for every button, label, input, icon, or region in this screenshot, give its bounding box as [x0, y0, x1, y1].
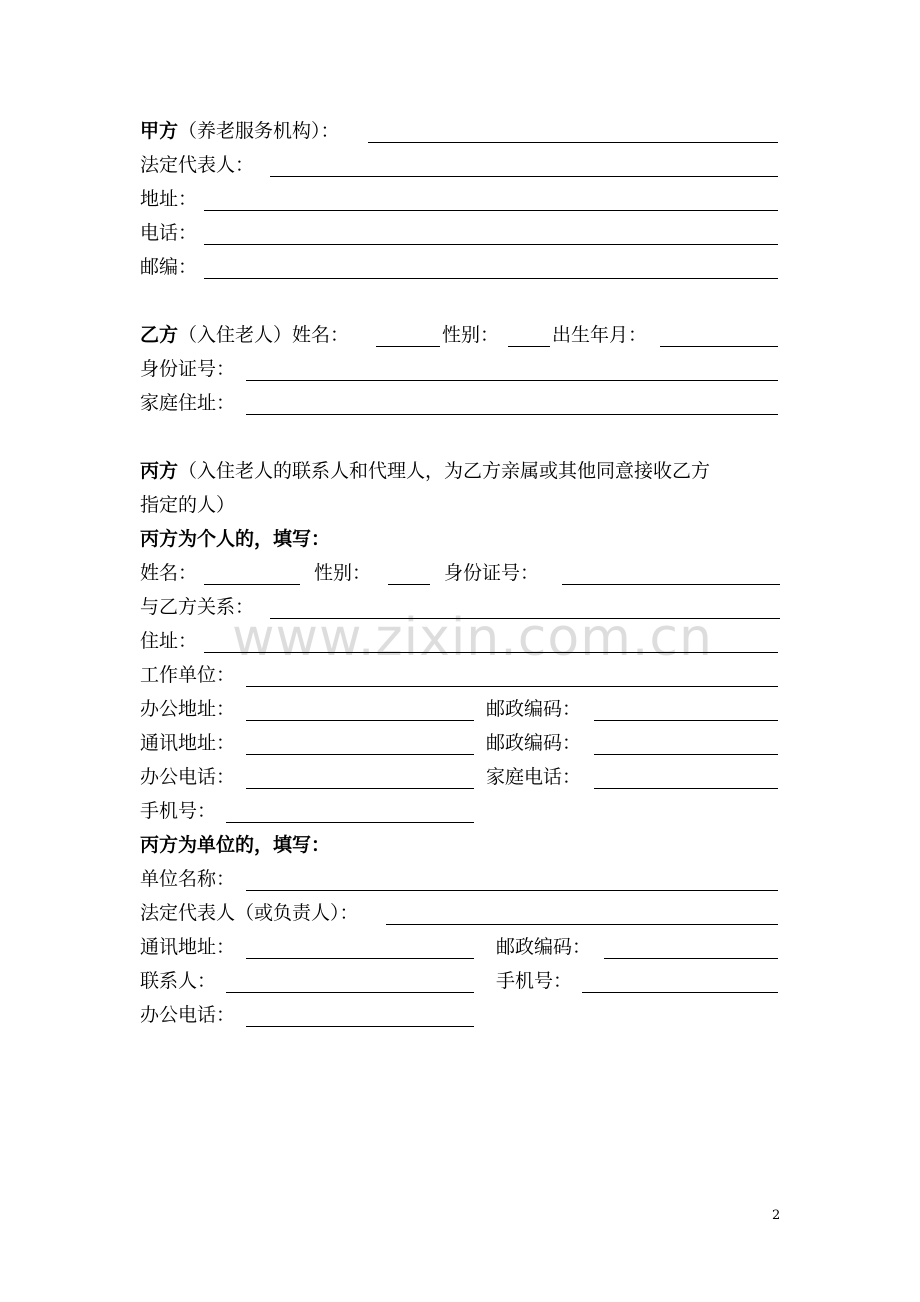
party-a-name-field[interactable] — [368, 142, 778, 143]
organization-name-label: 单位名称： — [140, 868, 236, 890]
party-b-id-field[interactable] — [246, 380, 778, 381]
party-b-title-row — [140, 322, 780, 348]
organization-contact-row — [140, 968, 780, 994]
party-a-postcode-row — [140, 254, 780, 280]
individual-id-field[interactable] — [562, 584, 780, 585]
organization-name-field[interactable] — [246, 890, 778, 891]
individual-mail-address-label: 通讯地址： — [140, 732, 236, 754]
party-a-address-row — [140, 186, 780, 212]
individual-office-address-field[interactable] — [246, 720, 474, 721]
party-a-phone-field[interactable] — [204, 244, 778, 245]
individual-office-postcode-label: 邮政编码： — [486, 698, 582, 720]
organization-mail-address-field[interactable] — [246, 958, 474, 959]
organization-postcode-field[interactable] — [604, 958, 778, 959]
watermark: www.zixin.com.cn — [232, 608, 713, 668]
party-a-title-row — [140, 118, 780, 144]
individual-name-label: 姓名： — [140, 562, 198, 584]
party-c-desc-row — [140, 492, 780, 518]
party-b-home-address-field[interactable] — [246, 414, 778, 415]
party-c-desc-line1: （入住老人的联系人和代理人，为乙方亲属或其他同意接收乙方 — [178, 460, 711, 482]
organization-postcode-label: 邮政编码： — [496, 936, 592, 958]
individual-mail-address-field[interactable] — [246, 754, 474, 755]
page-number: 2 — [772, 1208, 781, 1223]
organization-mail-address-label: 通讯地址： — [140, 936, 236, 958]
individual-office-phone-label: 办公电话： — [140, 766, 236, 788]
party-b-birth-field[interactable] — [660, 346, 778, 347]
party-b-label: （入住老人）姓名： — [178, 324, 350, 346]
party-a-legal-rep-label: 法定代表人： — [140, 154, 255, 176]
organization-legal-rep-row — [140, 900, 780, 926]
individual-home-phone-field[interactable] — [594, 788, 778, 789]
organization-mobile-label: 手机号： — [496, 970, 573, 992]
individual-address-label: 住址： — [140, 630, 198, 652]
party-b-id-label: 身份证号： — [140, 358, 236, 380]
party-b-id-row — [140, 356, 780, 382]
party-b-lead: 乙方 — [140, 324, 179, 346]
organization-office-phone-row — [140, 1002, 780, 1028]
individual-mail-address-row — [140, 730, 780, 756]
individual-mail-postcode-label: 邮政编码： — [486, 732, 582, 754]
individual-home-phone-label: 家庭电话： — [486, 766, 582, 788]
individual-employer-field[interactable] — [246, 686, 778, 687]
party-a-address-label: 地址： — [140, 188, 198, 210]
organization-contact-label: 联系人： — [140, 970, 217, 992]
party-b-gender-label: 性别： — [442, 324, 500, 346]
party-a-phone-row — [140, 220, 780, 246]
party-b-home-address-row — [140, 390, 780, 416]
individual-office-address-row — [140, 696, 780, 722]
organization-office-phone-field[interactable] — [246, 1026, 474, 1027]
party-b-gender-field[interactable] — [508, 346, 550, 347]
individual-office-address-label: 办公地址： — [140, 698, 236, 720]
individual-heading-row — [140, 526, 780, 552]
organization-mail-row — [140, 934, 780, 960]
individual-gender-label: 性别： — [314, 562, 372, 584]
individual-office-postcode-field[interactable] — [594, 720, 778, 721]
individual-mobile-field[interactable] — [226, 822, 474, 823]
individual-office-phone-field[interactable] — [246, 788, 474, 789]
individual-name-row — [140, 560, 790, 586]
party-a-address-field[interactable] — [204, 210, 778, 211]
party-a-postcode-label: 邮编： — [140, 256, 198, 278]
party-a-phone-label: 电话： — [140, 222, 198, 244]
party-a-lead: 甲方 — [140, 120, 179, 142]
organization-office-phone-label: 办公电话： — [140, 1004, 236, 1026]
organization-contact-field[interactable] — [226, 992, 474, 993]
individual-heading: 丙方为个人的，填写： — [140, 528, 331, 550]
individual-mobile-label: 手机号： — [140, 800, 217, 822]
party-a-legal-rep-field[interactable] — [270, 176, 778, 177]
party-b-home-address-label: 家庭住址： — [140, 392, 236, 414]
party-c-desc-line2: 指定的人） — [140, 494, 236, 516]
organization-mobile-field[interactable] — [582, 992, 778, 993]
party-c-title-row — [140, 458, 790, 484]
individual-employer-label: 工作单位： — [140, 664, 236, 686]
individual-phone-row — [140, 764, 780, 790]
party-a-postcode-field[interactable] — [204, 278, 778, 279]
party-b-birth-label: 出生年月： — [552, 324, 648, 346]
individual-mail-postcode-field[interactable] — [594, 754, 778, 755]
individual-mobile-row — [140, 798, 780, 824]
party-c-lead: 丙方 — [140, 460, 179, 482]
party-b-name-field[interactable] — [376, 346, 440, 347]
organization-name-row — [140, 866, 780, 892]
party-a-label: （养老服务机构）： — [178, 120, 340, 142]
individual-relation-label: 与乙方关系： — [140, 596, 255, 618]
party-a-legal-rep-row — [140, 152, 780, 178]
organization-heading: 丙方为单位的，填写： — [140, 834, 331, 856]
organization-heading-row — [140, 832, 780, 858]
organization-legal-rep-field[interactable] — [386, 924, 778, 925]
individual-name-field[interactable] — [204, 584, 300, 585]
individual-id-label: 身份证号： — [444, 562, 540, 584]
organization-legal-rep-label: 法定代表人（或负责人）： — [140, 902, 359, 924]
individual-gender-field[interactable] — [388, 584, 430, 585]
